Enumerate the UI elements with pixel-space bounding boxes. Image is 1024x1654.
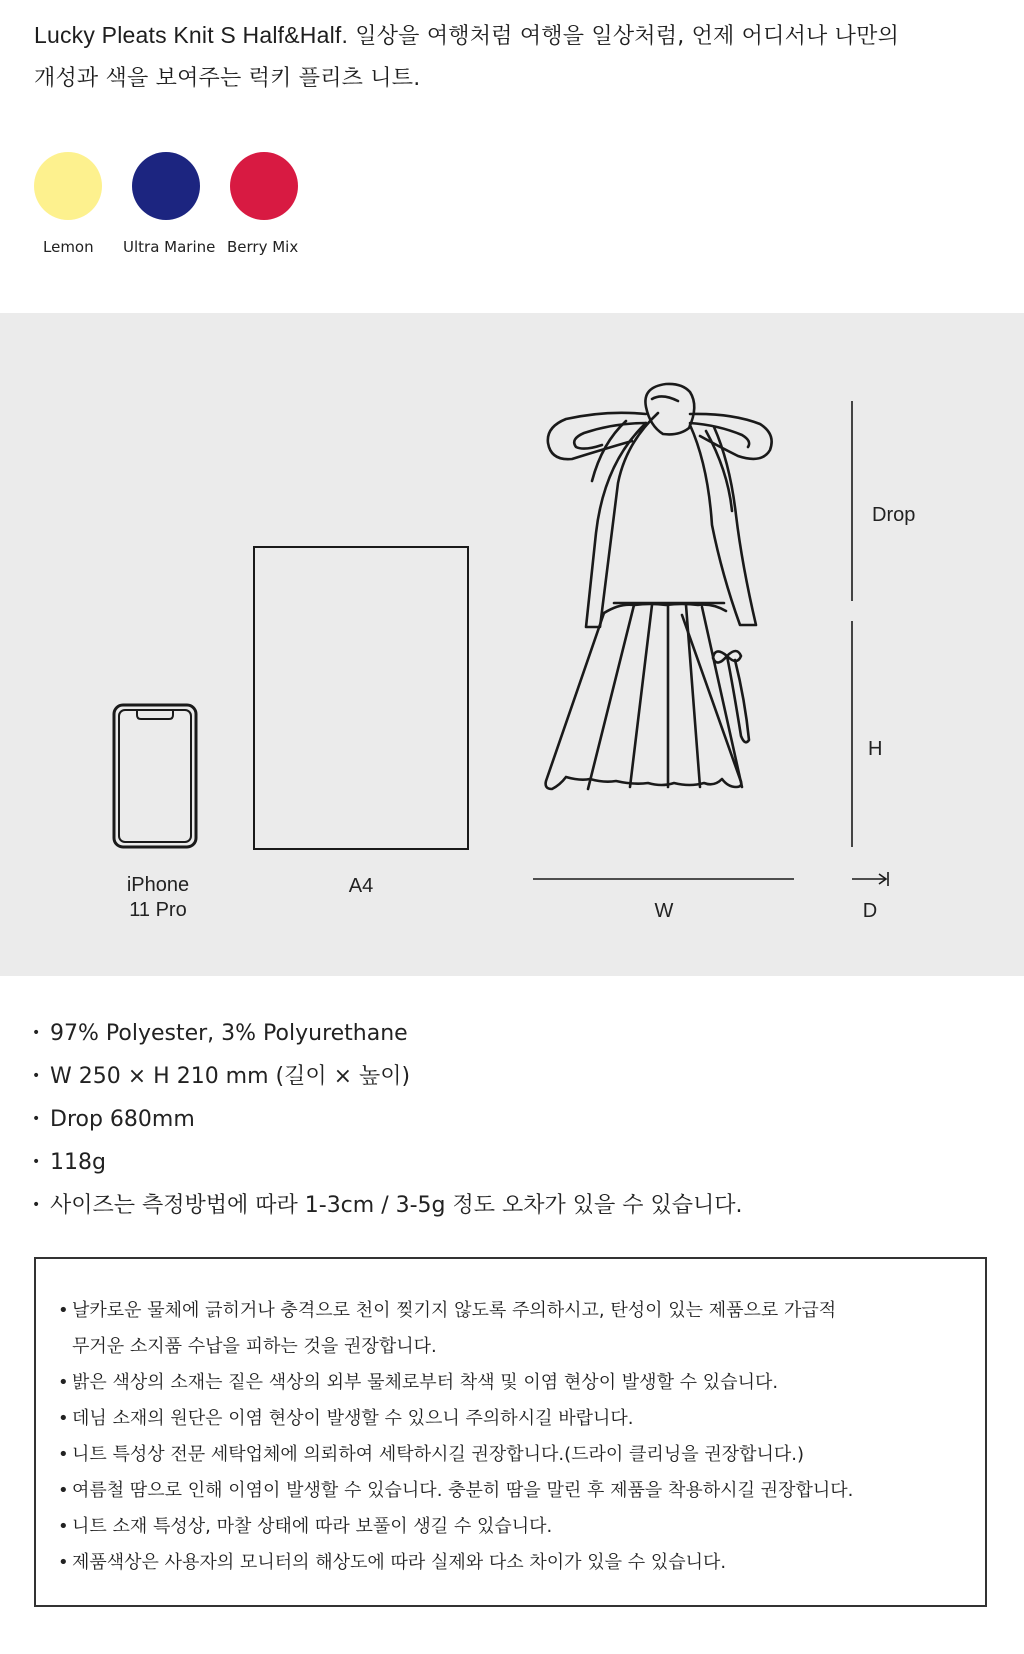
color-label-lemon: Lemon <box>43 238 94 256</box>
product-title: Lucky Pleats Knit S Half&Half. <box>34 22 349 48</box>
care-notice-text: 니트 특성상 전문 세탁업체에 의뢰하여 세탁하시길 권장합니다.(드라이 클리닝을 권장합니다.) <box>72 1444 805 1465</box>
care-notice-text: 여름철 땀으로 인해 이염이 발생할 수 있습니다. 충분히 땀을 말린 후 제품을 착용하시길 권장합니다. <box>72 1480 854 1501</box>
intro-line1: 일상을 여행처럼 여행을 일상처럼, 언제 어디서나 나만의 <box>355 24 900 49</box>
bullet: • <box>32 1111 41 1127</box>
bullet: • <box>58 1300 69 1321</box>
product-illustration <box>546 384 772 789</box>
product-intro <box>34 14 994 100</box>
spec-dimensions <box>32 1055 743 1098</box>
care-notice-item <box>58 1509 958 1545</box>
care-notice-item <box>58 1365 958 1401</box>
bullet: • <box>58 1408 69 1429</box>
spec-weight <box>32 1141 743 1184</box>
depth-label: D <box>862 900 878 922</box>
spec-list <box>32 1012 743 1227</box>
care-notice-text: 데님 소재의 원단은 이염 현상이 발생할 수 있으니 주의하시길 바랍니다. <box>72 1408 634 1429</box>
care-notice-item <box>58 1401 958 1437</box>
bullet: • <box>58 1444 69 1465</box>
iphone-label-line2: 11 Pro <box>129 899 187 921</box>
bullet: • <box>58 1372 69 1393</box>
color-label-berry-mix: Berry Mix <box>227 238 299 256</box>
bullet: • <box>58 1516 69 1537</box>
intro-line2: 개성과 색을 보여주는 럭키 플리츠 니트. <box>34 66 421 91</box>
care-notice-item <box>58 1293 958 1365</box>
spec-dimensions-text: W 250 × H 210 mm (길이 × 높이) <box>50 1064 411 1089</box>
size-guide-panel <box>0 313 1024 976</box>
care-notice-text: 제품색상은 사용자의 모니터의 해상도에 따라 실제와 다소 차이가 있을 수 있습니다. <box>72 1552 727 1573</box>
care-notice-text: 날카로운 물체에 긁히거나 충격으로 천이 찢기지 않도록 주의하시고, 탄성이 있는 제품으로 가급적 <box>72 1300 837 1321</box>
color-option-ultra-marine[interactable] <box>123 152 230 256</box>
care-notice-text: 밝은 색상의 소재는 짙은 색상의 외부 물체로부터 착색 및 이염 현상이 발생할 수 있습니다. <box>72 1372 779 1393</box>
a4-label: A4 <box>348 875 374 897</box>
care-notice-text: 니트 소재 특성상, 마찰 상태에 따라 보풀이 생길 수 있습니다. <box>72 1516 553 1537</box>
care-notice-item <box>58 1473 958 1509</box>
care-notice-list <box>58 1293 958 1581</box>
color-option-berry-mix[interactable] <box>227 152 328 256</box>
iphone-outline-icon <box>114 705 196 847</box>
bullet: • <box>32 1025 41 1041</box>
bullet: • <box>32 1154 41 1170</box>
iphone-label-line1: iPhone <box>126 874 190 896</box>
care-notice-text-continued: 무거운 소지품 수납을 피하는 것을 권장합니다. <box>72 1336 437 1357</box>
drop-label: Drop <box>872 504 916 526</box>
spec-tolerance-text: 사이즈는 측정방법에 따라 1-3cm / 3-5g 정도 오차가 있을 수 있습니다. <box>50 1193 743 1218</box>
spec-tolerance <box>32 1184 743 1227</box>
color-dot-berry-mix <box>230 152 298 220</box>
bullet: • <box>32 1197 41 1213</box>
color-dot-lemon <box>34 152 102 220</box>
spec-drop-text: Drop 680mm <box>50 1107 195 1132</box>
spec-drop <box>32 1098 743 1141</box>
color-label-ultra-marine: Ultra Marine <box>123 238 216 256</box>
color-dot-ultra-marine <box>132 152 200 220</box>
a4-sheet-outline <box>254 547 468 849</box>
bullet: • <box>58 1480 69 1501</box>
spec-material <box>32 1012 743 1055</box>
spec-weight-text: 118g <box>50 1150 106 1175</box>
color-options <box>34 152 328 256</box>
color-option-lemon[interactable] <box>34 152 132 256</box>
care-notice-item <box>58 1545 958 1581</box>
care-notice-item <box>58 1437 958 1473</box>
width-label: W <box>654 900 674 922</box>
care-notice-box <box>34 1257 987 1607</box>
height-label: H <box>868 738 883 760</box>
bullet: • <box>32 1068 41 1084</box>
iphone-label <box>118 873 198 923</box>
spec-material-text: 97% Polyester, 3% Polyurethane <box>50 1021 408 1046</box>
bullet: • <box>58 1552 69 1573</box>
